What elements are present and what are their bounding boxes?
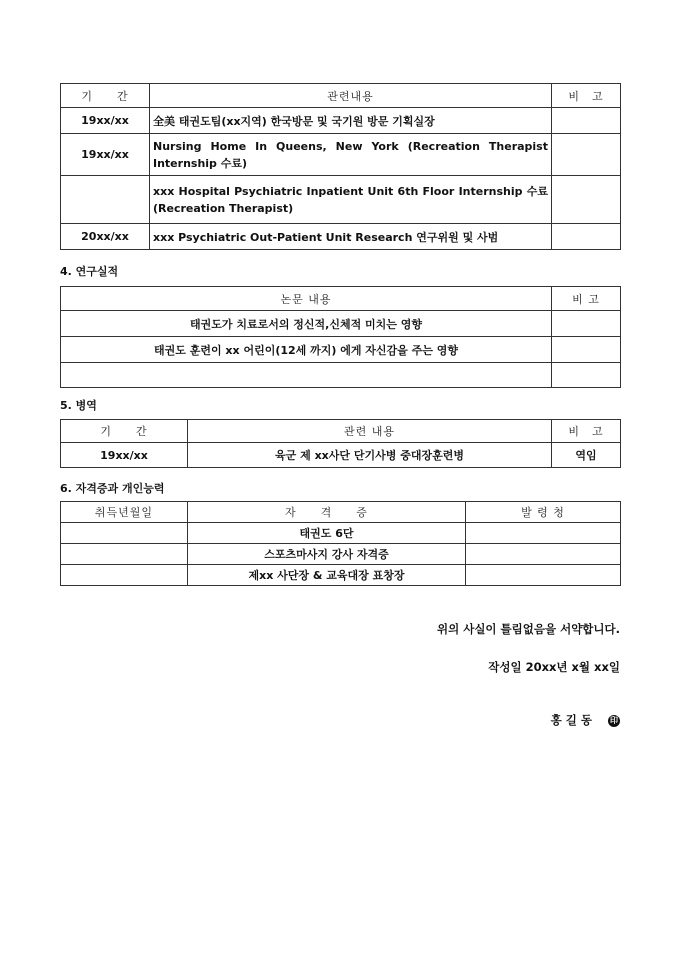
research-header-note: 비 고 bbox=[552, 287, 621, 311]
table-row bbox=[61, 544, 621, 565]
research-note bbox=[552, 337, 621, 363]
cert-name: 태권도 6단 bbox=[188, 523, 466, 544]
military-period: 19xx/xx bbox=[61, 443, 188, 468]
cert-date bbox=[61, 523, 188, 544]
signature-line bbox=[543, 698, 620, 728]
research-note bbox=[552, 363, 621, 388]
military-table bbox=[60, 419, 621, 468]
research-content: 태권도가 치료로서의 정신적,신체적 미치는 영향 bbox=[61, 311, 552, 337]
cert-name: 스포츠마사지 강사 자격증 bbox=[188, 544, 466, 565]
career-content: Nursing Home In Queens, New York (Recreation Therapist Internship 수료) bbox=[150, 134, 552, 176]
cert-header-date: 취득년월일 bbox=[61, 502, 188, 523]
research-table bbox=[60, 286, 621, 388]
career-note bbox=[552, 224, 621, 250]
career-period: 19xx/xx bbox=[61, 108, 150, 134]
certificates-table bbox=[60, 501, 621, 586]
cert-name: 제xx 사단장 & 교육대장 표창장 bbox=[188, 565, 466, 586]
cert-header-name: 자 격 증 bbox=[188, 502, 466, 523]
table-row bbox=[61, 337, 621, 363]
table-row bbox=[61, 108, 621, 134]
table-row bbox=[61, 311, 621, 337]
career-note bbox=[552, 108, 621, 134]
career-content: xxx Hospital Psychiatric Inpatient Unit 6th Floor Internship 수료 (Recreation Therapist) bbox=[150, 176, 552, 224]
section-title-military: 5. 병역 bbox=[60, 399, 97, 412]
seal-icon: 印 bbox=[610, 715, 618, 725]
table-row bbox=[61, 176, 621, 224]
declaration-text: 위의 사실이 틀림없음을 서약합니다. bbox=[436, 622, 620, 636]
section-title-certificates: 6. 자격증과 개인능력 bbox=[60, 482, 165, 495]
research-content: 태권도 훈련이 xx 어린이(12세 까지) 에게 자신감을 주는 영향 bbox=[61, 337, 552, 363]
career-note bbox=[552, 134, 621, 176]
date-line: 작성일 20xx년 x월 xx일 bbox=[488, 660, 620, 674]
career-content: 全美 태권도팀(xx지역) 한국방문 및 국기원 방문 기획실장 bbox=[150, 108, 552, 134]
research-note bbox=[552, 311, 621, 337]
research-header-content: 논문 내용 bbox=[61, 287, 552, 311]
military-header-note: 비 고 bbox=[552, 420, 621, 443]
military-content: 육군 제 xx사단 단기사병 중대장훈련병 bbox=[188, 443, 552, 468]
career-note bbox=[552, 176, 621, 224]
cert-date bbox=[61, 544, 188, 565]
table-row bbox=[61, 523, 621, 544]
cert-issuer bbox=[466, 544, 621, 565]
career-period: 20xx/xx bbox=[61, 224, 150, 250]
cert-issuer bbox=[466, 565, 621, 586]
cert-header-issuer: 발 령 청 bbox=[466, 502, 621, 523]
signer-name: 홍 길 동 bbox=[550, 713, 592, 727]
career-period bbox=[61, 176, 150, 224]
career-header-content: 관련내용 bbox=[150, 84, 552, 108]
military-header-period: 기 간 bbox=[61, 420, 188, 443]
table-row bbox=[61, 565, 621, 586]
career-header-note: 비 고 bbox=[552, 84, 621, 108]
career-content: xxx Psychiatric Out-Patient Unit Research 연구위원 및 사범 bbox=[150, 224, 552, 250]
section-title-research: 4. 연구실적 bbox=[60, 265, 119, 278]
career-period: 19xx/xx bbox=[61, 134, 150, 176]
cert-issuer bbox=[466, 523, 621, 544]
table-row bbox=[61, 363, 621, 388]
table-row bbox=[61, 443, 621, 468]
research-content bbox=[61, 363, 552, 388]
military-note: 역임 bbox=[552, 443, 621, 468]
table-row bbox=[61, 134, 621, 176]
career-table bbox=[60, 83, 621, 250]
cert-date bbox=[61, 565, 188, 586]
table-row bbox=[61, 224, 621, 250]
career-header-period: 기 간 bbox=[61, 84, 150, 108]
military-header-content: 관련 내용 bbox=[188, 420, 552, 443]
